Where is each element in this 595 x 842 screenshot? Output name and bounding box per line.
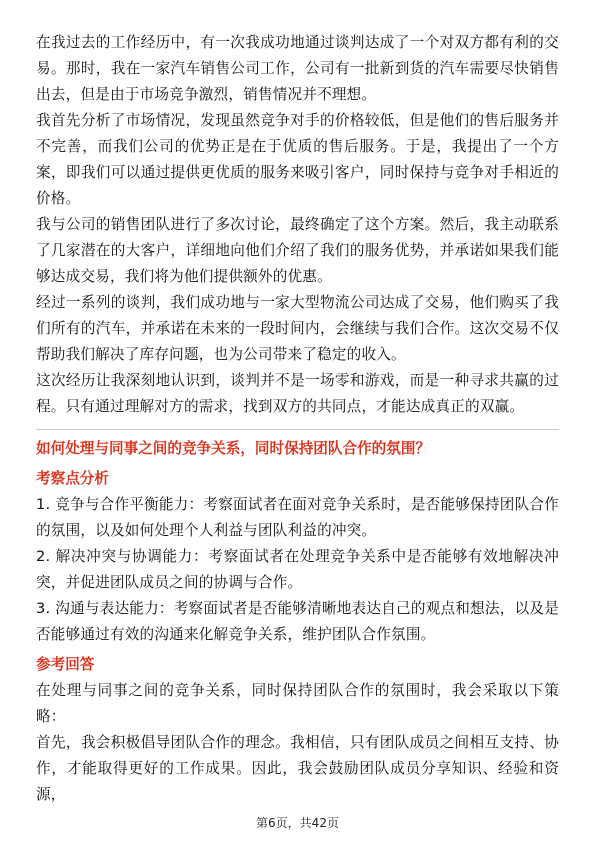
section-divider xyxy=(36,429,559,430)
analysis-item-1: 1. 竞争与合作平衡能力：考察面试者在面对竞争关系时，是否能够保持团队合作的氛围，以及如何处理个人利益与团队利益的冲突。 xyxy=(36,496,559,539)
answer-paragraph-2: 首先，我会积极倡导团队合作的理念。我相信，只有团队成员之间相互支持、协作，才能取得更好的工作成果。因此，我会鼓励团队成员分享知识、经验和资源， xyxy=(36,734,559,803)
page-number-footer: 第6页，共42页 xyxy=(256,816,339,830)
story-paragraph-1: 在我过去的工作经历中，有一次我成功地通过谈判达成了一个对双方都有利的交易。那时，我在一家汽车销售公司工作，公司有一批新到货的汽车需要尽快销售出去，但是由于市场竞争激烈，销售情况并不理想。 xyxy=(36,34,559,103)
story-paragraph-3: 我与公司的销售团队进行了多次讨论，最终确定了这个方案。然后，我主动联系了几家潜在的大客户，详细地向他们介绍了我们的服务优势，并承诺如果我们能够达成交易，我们将为他们提供额外的优惠。 xyxy=(36,216,559,285)
interview-question: 如何处理与同事之间的竞争关系，同时保持团队合作的氛围？ xyxy=(36,440,431,457)
story-paragraph-5: 这次经历让我深刻地认识到，谈判并不是一场零和游戏，而是一种寻求共赢的过程。只有通过理解对方的需求，找到双方的共同点，才能达成真正的双赢。 xyxy=(36,372,559,415)
analysis-heading: 考察点分析 xyxy=(36,470,109,487)
answer-paragraph-1: 在处理与同事之间的竞争关系，同时保持团队合作的氛围时，我会采取以下策略： xyxy=(36,682,559,725)
story-paragraph-4: 经过一系列的谈判，我们成功地与一家大型物流公司达成了交易，他们购买了我们所有的汽车，并承诺在未来的一段时间内，会继续与我们合作。这次交易不仅帮助我们解决了库存问题，也为公司带来了稳定的收入。 xyxy=(36,294,559,363)
page-content xyxy=(36,30,559,808)
story-paragraph-2: 我首先分析了市场情况，发现虽然竞争对手的价格较低，但是他们的售后服务并不完善，而我们公司的优势正是在于优质的售后服务。于是，我提出了一个方案，即我们可以通过提供更优质的服务来吸引客户，同时保持与竞争对手相近的价格。 xyxy=(36,112,559,207)
analysis-item-2: 2. 解决冲突与协调能力：考察面试者在处理竞争关系中是否能够有效地解决冲突，并促进团队成员之间的协调与合作。 xyxy=(36,548,559,591)
analysis-item-3: 3. 沟通与表达能力：考察面试者是否能够清晰地表达自己的观点和想法，以及是否能够通过有效的沟通来化解竞争关系，维护团队合作氛围。 xyxy=(36,600,559,643)
answer-heading: 参考回答 xyxy=(36,656,95,673)
